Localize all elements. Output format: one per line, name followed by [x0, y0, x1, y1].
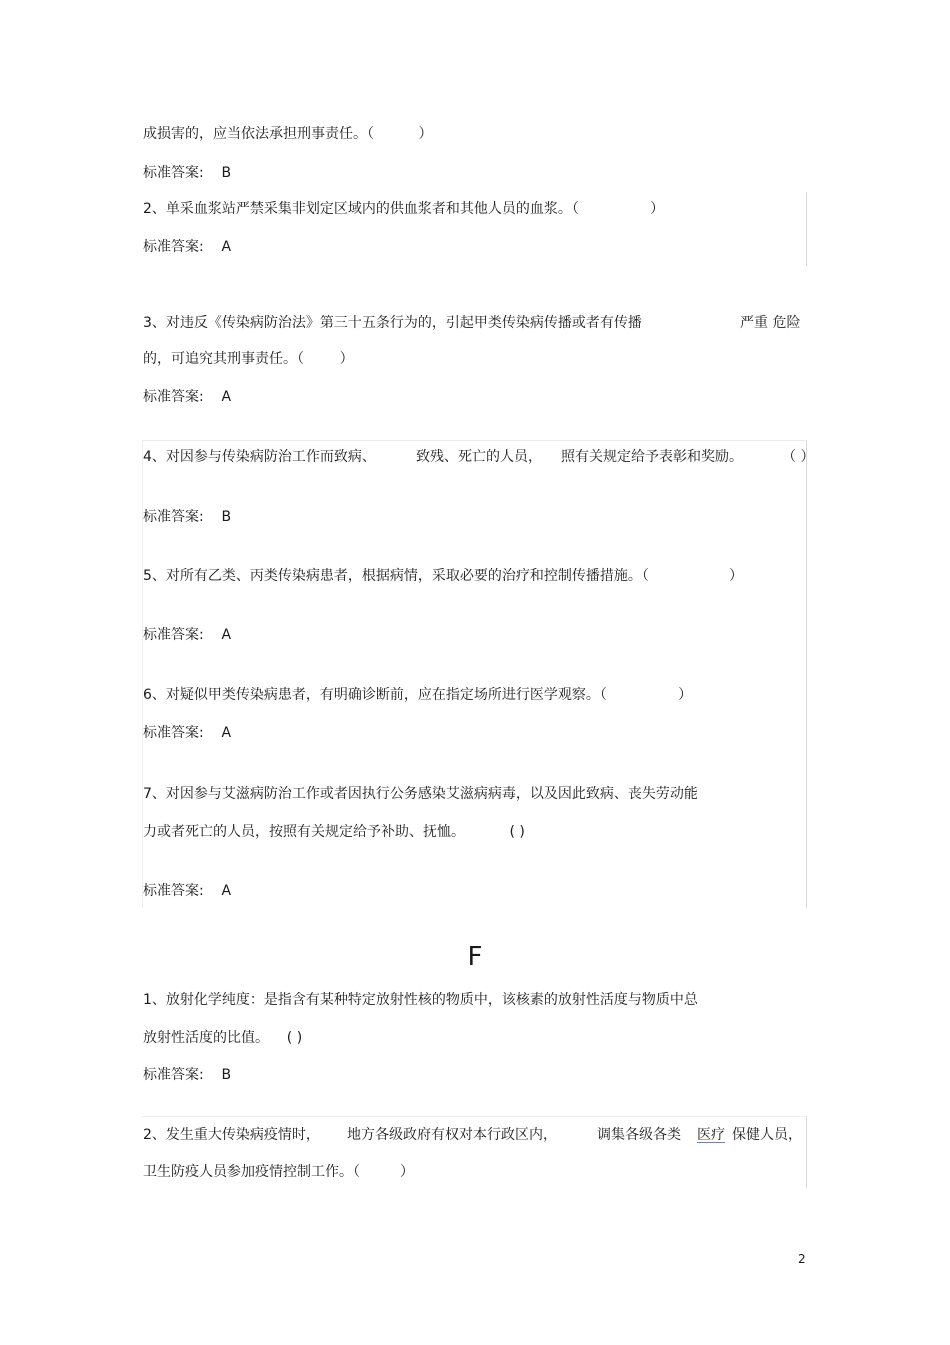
- question-line: 1、放射化学纯度：是指含有某种特定放射性核的物质中，该核素的放射性活度与物质中总: [143, 992, 698, 1008]
- answer-line: 标准答案: B: [143, 165, 232, 181]
- box-border-right: [806, 440, 807, 908]
- box-border-right: [806, 192, 807, 266]
- question-line: 力或者死亡的人员，按照有关规定给予补助、抚恤。 ( ): [143, 824, 525, 840]
- section-heading: F: [467, 942, 483, 972]
- box-border-top: [142, 440, 807, 441]
- question-line: 2、单采血浆站严禁采集非划定区域内的供血浆者和其他人员的血浆。（ ）: [143, 201, 665, 217]
- box-border-top: [142, 1116, 807, 1117]
- question-line: 2、发生重大传染病疫情时，: [143, 1127, 320, 1143]
- answer-line: 标准答案: B: [143, 1067, 232, 1083]
- question-line-fragment: 严重 危险: [740, 315, 801, 331]
- question-line: 7、对因参与艾滋病防治工作或者因执行公务感染艾滋病病毒，以及因此致病、丧失劳动能: [143, 786, 698, 802]
- question-line: 5、对所有乙类、丙类传染病患者，根据病情，采取必要的治疗和控制传播措施。（ ）: [143, 568, 744, 584]
- answer-line: 标准答案: A: [143, 389, 232, 405]
- underlined-term: 医疗: [697, 1127, 725, 1143]
- question-line-fragment: 调集各级各类: [597, 1127, 681, 1143]
- question-line: 放射性活度的比值。 ( ): [143, 1030, 303, 1046]
- question-line: 成损害的，应当依法承担刑事责任。（ ）: [143, 126, 433, 142]
- answer-line: 标准答案: B: [143, 509, 232, 525]
- question-line: 4、对因参与传染病防治工作而致病、: [143, 449, 376, 465]
- question-line: 3、对违反《传染病防治法》第三十五条行为的，引起甲类传染病传播或者有传播: [143, 315, 642, 331]
- question-line-fragment: 照有关规定给予表彰和奖励。: [561, 449, 743, 465]
- question-line: 卫生防疫人员参加疫情控制工作。（ ）: [143, 1164, 415, 1180]
- question-line-fragment: 保健人员，: [732, 1127, 802, 1143]
- question-line: 的，可追究其刑事责任。（ ）: [143, 351, 354, 367]
- question-line: 6、对疑似甲类传染病患者，有明确诊断前，应在指定场所进行医学观察。（ ）: [143, 687, 693, 703]
- answer-line: 标准答案: A: [143, 883, 232, 899]
- question-line-fragment: 地方各级政府有权对本行政区内，: [347, 1127, 557, 1143]
- answer-line: 标准答案: A: [143, 725, 232, 741]
- question-line-fragment: （ ）: [782, 449, 815, 465]
- answer-line: 标准答案: A: [143, 239, 232, 255]
- page-number: 2: [798, 1252, 806, 1266]
- box-border-right: [806, 1116, 807, 1188]
- question-line-fragment: 致残、死亡的人员，: [416, 449, 542, 465]
- answer-line: 标准答案: A: [143, 627, 232, 643]
